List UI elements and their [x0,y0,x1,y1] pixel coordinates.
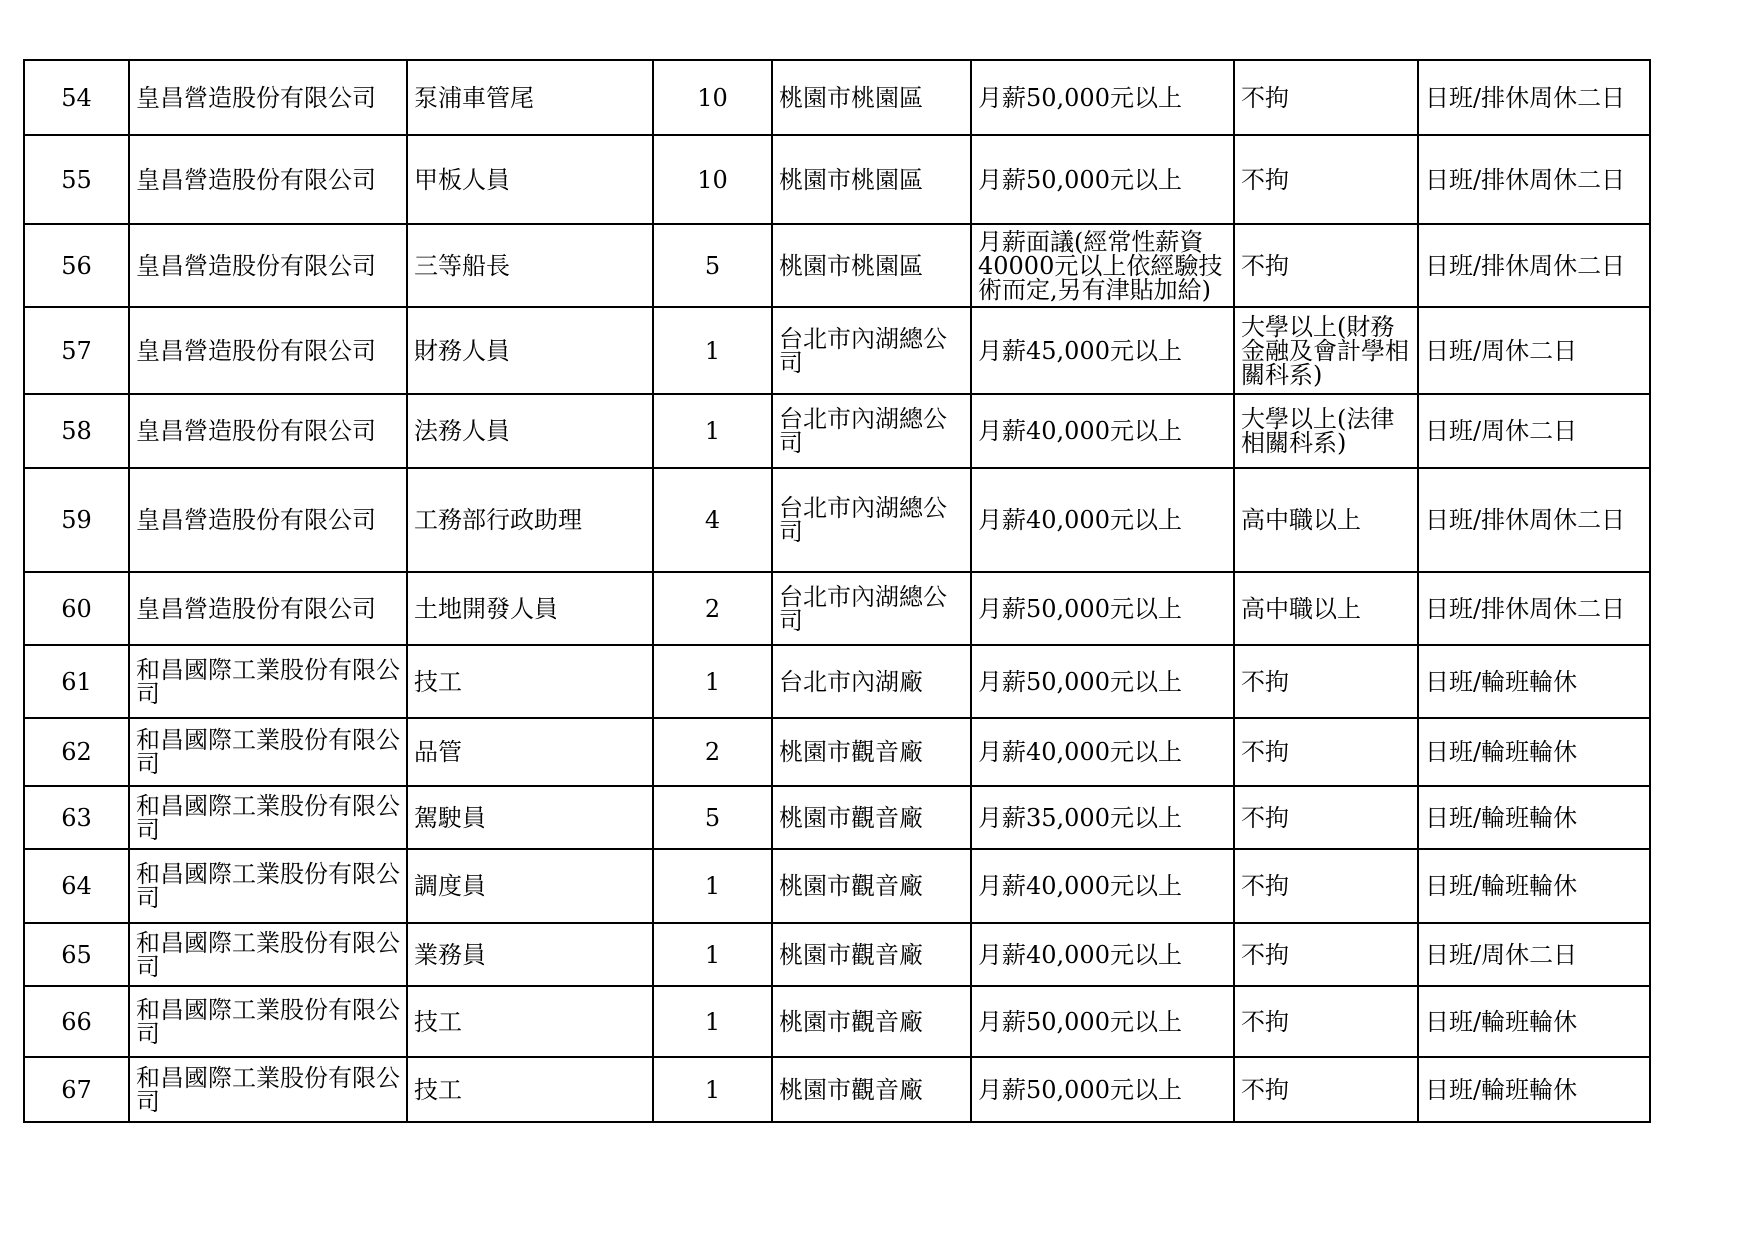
work-shift: 日班/輪班輪休 [1418,986,1650,1057]
row-number: 56 [24,224,129,307]
salary: 月薪40,000元以上 [971,849,1234,923]
work-location: 桃園市觀音廠 [772,786,971,849]
work-location: 桃園市觀音廠 [772,986,971,1057]
salary: 月薪35,000元以上 [971,786,1234,849]
openings-count: 1 [653,394,772,468]
job-title: 駕駛員 [407,786,653,849]
company-name: 皇昌營造股份有限公司 [129,572,407,645]
education-requirement: 不拘 [1234,849,1418,923]
company-name: 皇昌營造股份有限公司 [129,60,407,135]
openings-count: 1 [653,849,772,923]
company-name: 和昌國際工業股份有限公司 [129,1057,407,1122]
salary: 月薪40,000元以上 [971,718,1234,786]
openings-count: 4 [653,468,772,572]
education-requirement: 大學以上(法律相關科系) [1234,394,1418,468]
work-location: 台北市內湖總公司 [772,468,971,572]
job-title: 三等船長 [407,224,653,307]
work-location: 台北市內湖總公司 [772,572,971,645]
openings-count: 10 [653,60,772,135]
work-shift: 日班/輪班輪休 [1418,645,1650,718]
work-location: 台北市內湖總公司 [772,307,971,394]
work-shift: 日班/輪班輪休 [1418,786,1650,849]
work-shift: 日班/輪班輪休 [1418,849,1650,923]
openings-count: 5 [653,224,772,307]
work-shift: 日班/排休周休二日 [1418,135,1650,224]
row-number: 55 [24,135,129,224]
work-shift: 日班/周休二日 [1418,394,1650,468]
education-requirement: 不拘 [1234,135,1418,224]
table-row [24,718,1650,786]
salary: 月薪50,000元以上 [971,986,1234,1057]
work-location: 桃園市桃園區 [772,60,971,135]
job-title: 財務人員 [407,307,653,394]
job-title: 土地開發人員 [407,572,653,645]
table-row [24,394,1650,468]
row-number: 64 [24,849,129,923]
row-number: 58 [24,394,129,468]
company-name: 和昌國際工業股份有限公司 [129,718,407,786]
company-name: 皇昌營造股份有限公司 [129,224,407,307]
row-number: 67 [24,1057,129,1122]
work-shift: 日班/周休二日 [1418,307,1650,394]
education-requirement: 不拘 [1234,923,1418,986]
work-shift: 日班/排休周休二日 [1418,60,1650,135]
salary: 月薪40,000元以上 [971,923,1234,986]
job-title: 品管 [407,718,653,786]
table-row [24,468,1650,572]
company-name: 和昌國際工業股份有限公司 [129,986,407,1057]
openings-count: 1 [653,1057,772,1122]
education-requirement: 大學以上(財務金融及會計學相關科系) [1234,307,1418,394]
table-row [24,986,1650,1057]
work-location: 桃園市觀音廠 [772,923,971,986]
job-title: 法務人員 [407,394,653,468]
table-row [24,572,1650,645]
table-row [24,849,1650,923]
work-location: 桃園市觀音廠 [772,718,971,786]
work-location: 桃園市觀音廠 [772,1057,971,1122]
education-requirement: 不拘 [1234,60,1418,135]
work-location: 桃園市桃園區 [772,135,971,224]
salary: 月薪40,000元以上 [971,394,1234,468]
table-row [24,1057,1650,1122]
openings-count: 2 [653,572,772,645]
job-title: 技工 [407,986,653,1057]
work-location: 台北市內湖廠 [772,645,971,718]
work-location: 桃園市觀音廠 [772,849,971,923]
company-name: 和昌國際工業股份有限公司 [129,849,407,923]
table-row [24,307,1650,394]
company-name: 和昌國際工業股份有限公司 [129,923,407,986]
company-name: 和昌國際工業股份有限公司 [129,645,407,718]
company-name: 皇昌營造股份有限公司 [129,135,407,224]
row-number: 61 [24,645,129,718]
row-number: 62 [24,718,129,786]
openings-count: 5 [653,786,772,849]
openings-count: 1 [653,307,772,394]
row-number: 63 [24,786,129,849]
company-name: 皇昌營造股份有限公司 [129,307,407,394]
table-row [24,224,1650,307]
row-number: 65 [24,923,129,986]
education-requirement: 高中職以上 [1234,468,1418,572]
work-shift: 日班/排休周休二日 [1418,224,1650,307]
job-title: 泵浦車管尾 [407,60,653,135]
education-requirement: 不拘 [1234,786,1418,849]
row-number: 59 [24,468,129,572]
education-requirement: 不拘 [1234,224,1418,307]
job-title: 業務員 [407,923,653,986]
salary: 月薪40,000元以上 [971,468,1234,572]
work-shift: 日班/輪班輪休 [1418,718,1650,786]
work-location: 台北市內湖總公司 [772,394,971,468]
work-shift: 日班/排休周休二日 [1418,572,1650,645]
salary: 月薪面議(經常性薪資40000元以上依經驗技術而定,另有津貼加給) [971,224,1234,307]
row-number: 54 [24,60,129,135]
company-name: 和昌國際工業股份有限公司 [129,786,407,849]
table-row [24,645,1650,718]
table-row [24,135,1650,224]
education-requirement: 高中職以上 [1234,572,1418,645]
job-title: 甲板人員 [407,135,653,224]
table-row [24,786,1650,849]
job-openings-table [23,59,1651,1123]
row-number: 66 [24,986,129,1057]
education-requirement: 不拘 [1234,645,1418,718]
job-title: 調度員 [407,849,653,923]
education-requirement: 不拘 [1234,986,1418,1057]
job-title: 技工 [407,645,653,718]
company-name: 皇昌營造股份有限公司 [129,394,407,468]
salary: 月薪50,000元以上 [971,572,1234,645]
row-number: 60 [24,572,129,645]
education-requirement: 不拘 [1234,1057,1418,1122]
education-requirement: 不拘 [1234,718,1418,786]
row-number: 57 [24,307,129,394]
salary: 月薪45,000元以上 [971,307,1234,394]
work-shift: 日班/排休周休二日 [1418,468,1650,572]
openings-count: 1 [653,986,772,1057]
openings-count: 10 [653,135,772,224]
job-title: 工務部行政助理 [407,468,653,572]
work-location: 桃園市桃園區 [772,224,971,307]
salary: 月薪50,000元以上 [971,135,1234,224]
company-name: 皇昌營造股份有限公司 [129,468,407,572]
job-title: 技工 [407,1057,653,1122]
work-shift: 日班/輪班輪休 [1418,1057,1650,1122]
salary: 月薪50,000元以上 [971,1057,1234,1122]
salary: 月薪50,000元以上 [971,60,1234,135]
openings-count: 1 [653,923,772,986]
openings-count: 2 [653,718,772,786]
openings-count: 1 [653,645,772,718]
table-row [24,923,1650,986]
salary: 月薪50,000元以上 [971,645,1234,718]
work-shift: 日班/周休二日 [1418,923,1650,986]
table-row [24,60,1650,135]
